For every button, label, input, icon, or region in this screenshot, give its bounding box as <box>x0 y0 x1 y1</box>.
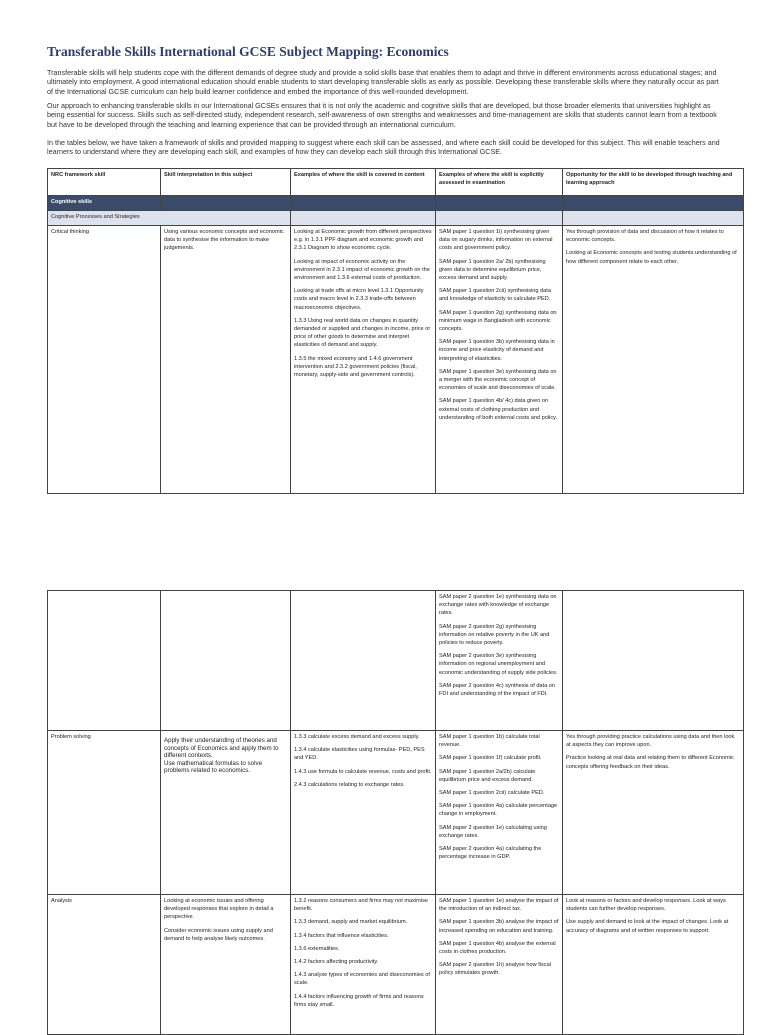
content-cell: 1.3.2 reasons consumers and firms may not maximise benefit. 1.3.3 demand, supply and market equilibrium. 1.3.4 factors that influence elasticities. 1.3.6 externalities. 1.4.2 factors affecting productivity. 1.4.3 analyse types of economies and diseconomies of scale. 1.4.4 factors influencing growth of firms and reasons firms stay small. <box>291 895 436 1035</box>
subsection-row <box>48 211 744 226</box>
header-opportunity: Opportunity for the skill to be developed through teaching and learning approach <box>563 169 744 196</box>
skill-problem-solving: Problem solving <box>48 731 161 895</box>
table-row <box>48 591 744 731</box>
subsection-label: Cognitive Processes and Strategies <box>48 211 291 226</box>
skill-analysis: Analysis <box>48 895 161 1035</box>
content-cell: Looking at Economic growth from different perspectives e.g. in 1.3.1 PPF diagram and economic growth and 2.3.1 Diagram to show economic cycle. Looking at impact of economic activity on the environment in 2.3.1 impact of economic growth on the environment and 1.3.6 external costs of production. Looking at trade offs at micro level 1.3.1 Opportunity costs and macro level in 2.3.3 trade-offs between macroeconomic objectives. 1.3.3 Using real world data on changes in quantity demanded or supplied and changes in income, price or price of other goods to determine and interpret elasticities of demand and supply. 1.3.5 the mixed economy and 1.4.6 government intervention and 2.3.2 government policies (fiscal, monetary, supply-side and government controls). <box>291 226 436 494</box>
interpretation-cell: Using various economic concepts and economic data to synthesise the information to make judgements. <box>161 226 291 494</box>
section-row <box>48 196 744 211</box>
header-nrc-skill: NRC framework skill <box>48 169 161 196</box>
intro-paragraph-1: Transferable skills will help students cope with the different demands of degree study and provide a solid skills base that enables them to adapt and thrive in different environments across educational stages; and ultimately into employment. A good international education should enable students to start developing transferable skills as early as possible. Developing these transferable skills where they naturally occur as part of the International GCSE curriculum can help build learner confidence and embed the importance of this well-rounded development. <box>47 68 719 96</box>
section-label: Cognitive skills <box>48 196 161 211</box>
skills-table <box>47 168 744 494</box>
table-row <box>48 731 744 895</box>
header-assessed: Examples of where the skill is explicitly assessed in examination <box>436 169 563 196</box>
table-header-row <box>48 169 744 196</box>
page-title: Transferable Skills International GCSE Subject Mapping: Economics <box>47 44 449 59</box>
header-content: Examples of where the skill is covered in content <box>291 169 436 196</box>
header-interpretation: Skill interpretation in this subject <box>161 169 291 196</box>
skill-critical-thinking: Critical thinking <box>48 226 161 494</box>
assessed-cell: SAM paper 1 question 1i) synthesising given data on sugary drinks, information on external costs and government policy. SAM paper 1 question 2a/ 2b) synthesising given data to determine equilibrium price, excess demand and supply. SAM paper 1 question 2cii) synthesising data and knowledge of elasticity to calculate PED. SAM paper 1 question 2g) synthesising data on minimum wage in Bangladesh with economic concepts. SAM paper 1 question 3b) synthesising data in income and price elasticity of demand and interpreting of elasticities. SAM paper 1 question 3e) synthesising data on a merger with the economic concept of economies of scale and diseconomies of scale. SAM paper 1 question 4b/ 4c) data given on external costs of clothing production and understanding of both external costs and policy. <box>436 226 563 494</box>
interpretation-cell: Looking at economic issues and offering developed responses that explore in detail a perspective. Consider economic issues using supply and demand to help analyse likely outcomes. <box>161 895 291 1035</box>
assessed-cell: SAM paper 2 question 1e) synthesising data on exchange rates with knowledge of exchange rates. SAM paper 2 question 2g) synthesising information on relative poverty in the UK and policies to reduce poverty. SAM paper 2 question 3e) synthesising information on regional unemployment and economic understanding of supply side policies. SAM paper 2 question 4c) synthesis of data on FDI and understanding of the impact of FDI. <box>436 591 563 731</box>
assessed-cell: SAM paper 1 question 1b) calculate total revenue. SAM paper 1 question 1f) calculate profit. SAM paper 1 question 2a/2b) calculate equilibrium price and excess demand. SAM paper 1 question 2cii) calculate PED. SAM paper 1 question 4a) calculate percentage change in employment. SAM paper 2 question 1e) calculating using exchange rates. SAM paper 2 question 4a) calculating the percentage increase in GDP. <box>436 731 563 895</box>
opportunity-cell: Yes through provision of data and discussion of how it relates to economic concepts. Looking at Economic concepts and testing students understanding of how different component relate to each other. <box>563 226 744 494</box>
table-row <box>48 895 744 1035</box>
assessed-cell: SAM paper 1 question 1e) analyse the impact of the introduction of an indirect tax. SAM paper 1 question 3b) analyse the impact of increased spending on education and training. SAM paper 1 question 4b) analyse the external costs in clothes production. SAM paper 2 question 1h) analyse how fiscal policy stimulates growth. <box>436 895 563 1035</box>
skills-table-continued <box>47 590 744 1035</box>
table-row <box>48 226 744 494</box>
opportunity-cell: Look at reasons or factors and develop responses. Look at ways students can further develop responses. Use supply and demand to look at the impact of changes. Look at accuracy of diagrams and of written responses to support. <box>563 895 744 1035</box>
interpretation-cell: Apply their understanding of theories and concepts of Economics and apply them to different contexts. Use mathematical formulas to solve problems related to economics. <box>161 731 291 895</box>
intro-paragraph-3: In the tables below, we have taken a framework of skills and provided mapping to suggest where each skill can be assessed, and where each skill could be developed for this subject. This will enable teachers and learners to understand where they are developing each skill, and examples of how they can develop each skill through this International GCSE. <box>47 138 720 157</box>
intro-paragraph-2: Our approach to enhancing transferable skills in our International GCSEs ensures that it is not only the academic and cognitive skills that are developed, but those broader elements that universities highlight as being essential for success. Skills such as self-directed study, independent research, self-awareness of own strengths and weaknesses and time-management are skills that students cannot learn from a textbook but have to be developed through the teaching and learning experience that can be provided through an international curriculum. <box>47 101 717 129</box>
content-cell: 1.3.3 calculate excess demand and excess supply. 1.3.4 calculate elasticities using formulas- PED, PES and YED. 1.4.3 use formula to calculate revenue, costs and profit. 2.4.3 calculations relating to exchange rates. <box>291 731 436 895</box>
opportunity-cell: Yes through providing practice calculations using data and then look at aspects they can improve upon. Practice looking at real data and relating them to different Economic concepts offering feedback on their ideas. <box>563 731 744 895</box>
